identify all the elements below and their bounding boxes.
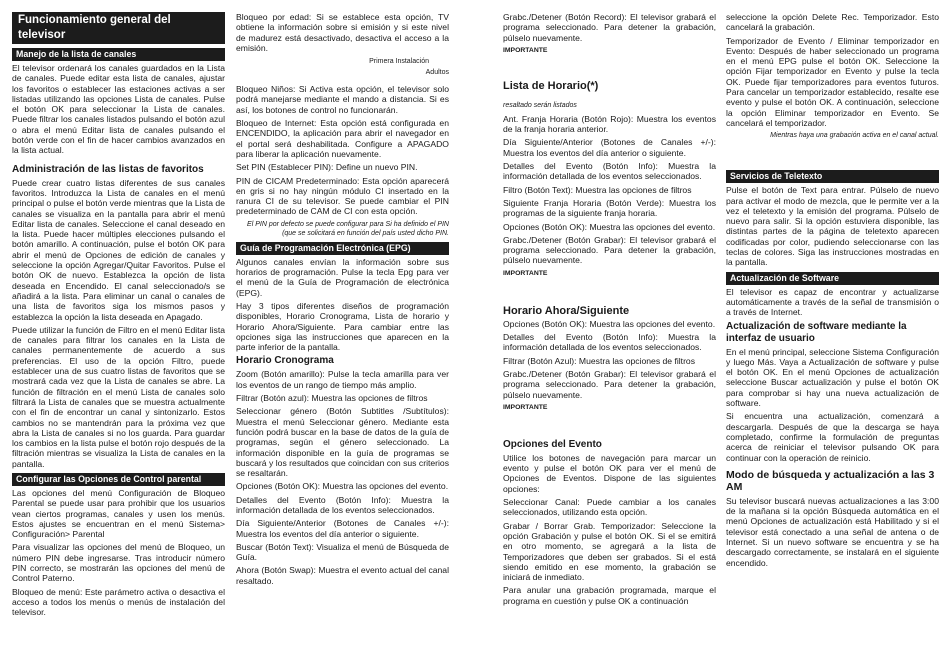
paragraph: Detalles del Evento (Botón Info): Muestra la información detallada de los eventos seleccionados. [503,332,716,353]
paragraph: Opciones (Botón OK): Muestra las opciones del evento. [236,481,449,492]
paragraph: Ant. Franja Horaria (Botón Rojo): Muestra los eventos de la franja horaria anterior. [503,113,716,135]
paragraph: Día Siguiente/Anterior (Botones de Canales +/-): Muestra los eventos del día anterior o siguiente. [503,137,716,158]
paragraph: Algunos canales envían la información sobre sus horarios de programación. Pulse la tecla Epg para ver el menú de la Guía de Programación de electrónica (EPG). [236,256,449,298]
paragraph: El televisor es capaz de encontrar y actualizarse automáticamente a través de la señal de transmisión o a través de Internet. [726,286,939,318]
column-3 [503,12,716,609]
paragraph: Ahora (Botón Swap): Muestra el evento actual del canal resaltado. [236,565,449,586]
paragraph: seleccione la opción Delete Rec. Temporizador. Esto cancelará la grabación. [726,12,939,33]
paragraph: Bloqueo por edad: Si se establece esta opción, TV obtiene la información sobre si emisión y si este nivel de madurez está desactivado, desactiva el acceso a la emisión. [236,12,449,53]
paragraph: Día Siguiente/Anterior (Botones de Canales +/-): Muestra los eventos del día anterior o siguiente. [236,518,449,539]
paragraph: Grabar / Borrar Grab. Temporizador: Seleccione la opción Grabación y pulse el botón OK. Si el se emitirá en otro momento, se agregará a la lista de Temporizadores que deben ser grabados. Si el está siendo emitido en ese momento, la grabación se iniciará de inmediato. [503,520,716,583]
paragraph: Grabc./Detener (Botón Grabar): El televisor grabará el programa seleccionado. Para detener la grabación, púlselo nuevamente. [503,234,716,266]
column-2 [236,12,449,589]
section-header-channel-list: Manejo de la lista de canales [12,48,225,61]
paragraph: Siguiente Franja Horaria (Botón Verde): Muestra los programas de la siguiente franja horaria. [503,197,716,219]
note: El PIN por defecto se puede configurar para Si ha definido el PIN (que se solicitará en función del país usted dicho PIN. [247,220,449,237]
paragraph: Puede crear cuatro listas diferentes de sus canales favoritos. Introduzca la Lista de canales en el menú principal o pulse el botón verde mientras que la Lista de canales se visualiza en la pantalla para abrir el menú Editar lista de canales. Seleccione el canal deseado en la lista. Puede hacer múltiples elecciones pulsando el botón amarillo. A continuación, pulse el botón OK para abrir el menú de Opciones de edición de canales y seleccione la opción Agregar/Quitar Favoritos. Pulse el botón OK de nuevo. Establezca la opción de lista deseada en Encendido. El canal seleccionado/s se añadirá a la lista. Para eliminar un canal o canales de una lista de favoritos siga los mismos pasos y establezca la opción la lista deseada en Apagado. [12,177,225,322]
section-header-software-update: Actualización de Software [726,272,939,285]
column-4 [726,12,939,571]
paragraph: Detalles del Evento (Botón Info): Muestra la información detallada de los eventos seleccionados. [503,161,716,182]
heading-3am-update: Modo de búsqueda y actualización a las 3 AM [726,468,935,494]
paragraph: Para anular una grabación programada, marque el programa en cuestión y pulse OK a continuación [503,585,716,606]
section-header-parental: Configurar las Opciones de Control parental [12,473,225,486]
paragraph: Utilice los botones de navegación para marcar un evento y pulse el botón OK para ver el menú de Opciones de Eventos. Dispone de las siguientes opciones: [503,452,716,494]
section-header-teletext: Servicios de Teletexto [726,170,939,183]
paragraph: Bloqueo de Internet: Esta opción está configurada en ENCENDIDO, la aplicación para abrir el navegador en el portal será deshabilitada. Configure a APAGADO para liberar la aplicación nuevamente. [236,118,449,159]
note: Mientras haya una grabación activa en el canal actual. [770,132,939,140]
paragraph: Hay 3 tipos diferentes diseños de programación disponibles, Horario Cronograma, Lista de horario y Horario Ahora/Siguiente. Para cambiar entre las opciones siga las instrucciones que aparecen en la parte inferior de la pantalla. [236,300,449,353]
paragraph: Set PIN (Establecer PIN): Define un nuevo PIN. [236,162,418,173]
paragraph: El televisor ordenará los canales guardados en la Lista de canales. Puede editar esta lista de canales, ajustar los favoritos o establecer las estaciones activas a ser listadas utilizando las opciones Lista de canales. Pulse el botón OK para seleccionar la Lista de canales. Puede filtrar los canales listados pulsando el botón azul o abra el menú Editar lista de canales pulsando el botón verde con el fin de hacer cambios avanzados en la lista actual. [12,63,225,156]
important-label: IMPORTANTE [503,269,548,277]
heading-ahora-siguiente: Horario Ahora/Siguiente [503,304,630,317]
paragraph: Temporizador de Evento / Eliminar temporizador en Evento: Después de haber seleccionado un programa en el menú EPG pulse el botón OK. Seleccione la opción Fijar temporizador en Evento y pulse la tecla OK. Puede fijar temporizadores para eventos futuros. Para cancelar un temporizador establecido, resalte ese evento y pulse el botón OK. A continuación, seleccione la opción Eliminar temporizador en Evento. Se cancelará el temporizador. [726,35,939,128]
important-label: IMPORTANTE [503,403,548,411]
page-title: Funcionamiento general del televisor [12,12,225,44]
paragraph: Si encuentra una actualización, comenzará a descargarla. Después de que la descarga se haya completado, confirme la formulación de preguntas acerca de reiniciar el televisor pulsando OK para continuar con la operación de reinicio. [726,411,939,463]
paragraph: Pulse el botón de Text para entrar. Púlselo de nuevo para activar el modo de mezcla, que le permite ver a la vez el teletexto y la emisión del programa. Púlselo de nuevo para salir. Si la opción estuviera disponible, las distintas partes de la página de teletexto aparecen codificadas por color, pudiendo seleccionarse con las teclas de colores. Siga las instrucciones mostradas en la pantalla. [726,185,939,268]
heading-favorites: Administración de las listas de favoritos [12,163,204,175]
paragraph: Filtro (Botón Text): Muestra las opciones de filtros [503,184,692,195]
paragraph: Las opciones del menú Configuración de Bloqueo Parental se puede usar para prohibir que los usuarios vean ciertos programas, canales y usen los menús. Estos ajustes se encuentran en el menú Sistema> Configuración> Parental [12,487,225,540]
heading-opciones-evento: Opciones del Evento [503,438,602,450]
paragraph: Detalles del Evento (Botón Info): Muestra la información detallada de los eventos seleccionados. [236,494,449,515]
important-label: IMPORTANTE [503,46,548,54]
paragraph: Zoom (Botón amarillo): Pulse la tecla amarilla para ver los eventos de un rango de tiempo más amplio. [236,369,449,390]
paragraph: Filtrar (Botón Azul): Muestra las opciones de filtros [503,355,696,366]
paragraph: Grabc./Detener (Botón Record): El televisor grabará el programa seleccionado. Para detener la grabación, púlselo nuevamente. [503,12,716,43]
heading-lista-horario: Lista de Horario(*) [503,79,599,92]
section-header-epg: Guía de Programación Electrónica (EPG) [236,242,449,255]
paragraph: Para visualizar las opciones del menú de Bloqueo, un número PIN debe ingresarse. Tras introducir número PIN correcto, se mostrarán las opciones del menú de Control Paterno. [12,542,225,584]
paragraph: Filtrar (Botón azul): Muestra las opciones de filtros [236,393,428,404]
column-1 [12,12,225,621]
paragraph: Bloqueo de menú: Este parámetro activa o desactiva el acceso a todos los menús o menús de instalación del televisor. [12,586,225,618]
heading-cronograma: Horario Cronograma [236,355,334,367]
paragraph: Grabc./Detener (Botón Grabar): El televisor grabará el programa seleccionado. Para detener la grabación, púlselo nuevamente. [503,368,716,400]
paragraph: Seleccionar Canal: Puede cambiar a los canales seleccionados, utilizando esta opción. [503,497,716,518]
paragraph: Puede utilizar la función de Filtro en el menú Editar lista de canales para filtrar los canales en la Lista de canales permanentemente de acuerdo a sus preferencias. El uso de la opción Filtro, puede establecer una de sus cuatro listas de favoritos que se mostrará cada vez que la Lista de canales se abre. La función de filtración en el menú Lista de canales solo filtrará la Lista de canales que se muestra actualmente con el fin de encontrar un canal y sintonizarlo. Estos cambios no se mantendrán para la próxima vez que abra la Lista de canales si no los guarda. Para guardar los cambios en la lista pulse el botón rojo después de la filtración mientras se visualiza la Lista de canales en la pantalla. [12,324,225,469]
paragraph: Buscar (Botón Text): Visualiza el menú de Búsqueda de Guía. [236,541,449,563]
heading-update-interface: Actualización de software mediante la interfaz de usuario [726,320,907,344]
paragraph: Opciones (Botón OK): Muestra las opciones del evento. [503,318,716,329]
paragraph: Su televisor buscará nuevas actualizaciones a las 3:00 de la mañana si la opción Búsqueda automática en el menú Opciones de actualización está Habilitado y si el televisor está conectado a una señal de antena o de Internet. Si un nuevo software se encuentra y se ha descargado correctamente, se instalará en el siguiente encendido. [726,495,939,568]
paragraph: PIN de CICAM Predeterminado: Esta opción aparecerá en gris si no hay ningún módulo CI insertado en la ranura CI de su televisor. Se puede cambiar el PIN predeterminado de CAM de CI con esta opción. [236,175,449,217]
paragraph: En el menú principal, seleccione Sistema Configuración y luego Más. Vaya a Actualización de software y pulse el botón OK. En el menú Opciones de actualización seleccione Buscar actualización y pulse el botón OK para comprobar si hay una nueva actualización de software. [726,346,939,409]
note: resaltado serán listados [503,101,577,109]
paragraph: Bloqueo Niños: Si Activa esta opción, el televisor solo podrá manejarse mediante el mando a distancia. Si es así, los botones de control no funcionarán. [236,84,449,115]
paragraph: Seleccionar género (Botón Subtitles /Subtítulos): Muestra el menú Seleccionar género. Mediante esta función podrá buscar en la base de datos de la guía de programas, según el género seleccionado. La información disponible en la guía de programas se buscará y los resultados que coincidan con sus criterios se resaltarán. [236,406,449,479]
menu-path-line: Primera Instalación [369,58,429,66]
paragraph: Opciones (Botón OK): Muestra las opciones del evento. [503,221,716,232]
menu-path-line: Adultos [425,69,449,77]
